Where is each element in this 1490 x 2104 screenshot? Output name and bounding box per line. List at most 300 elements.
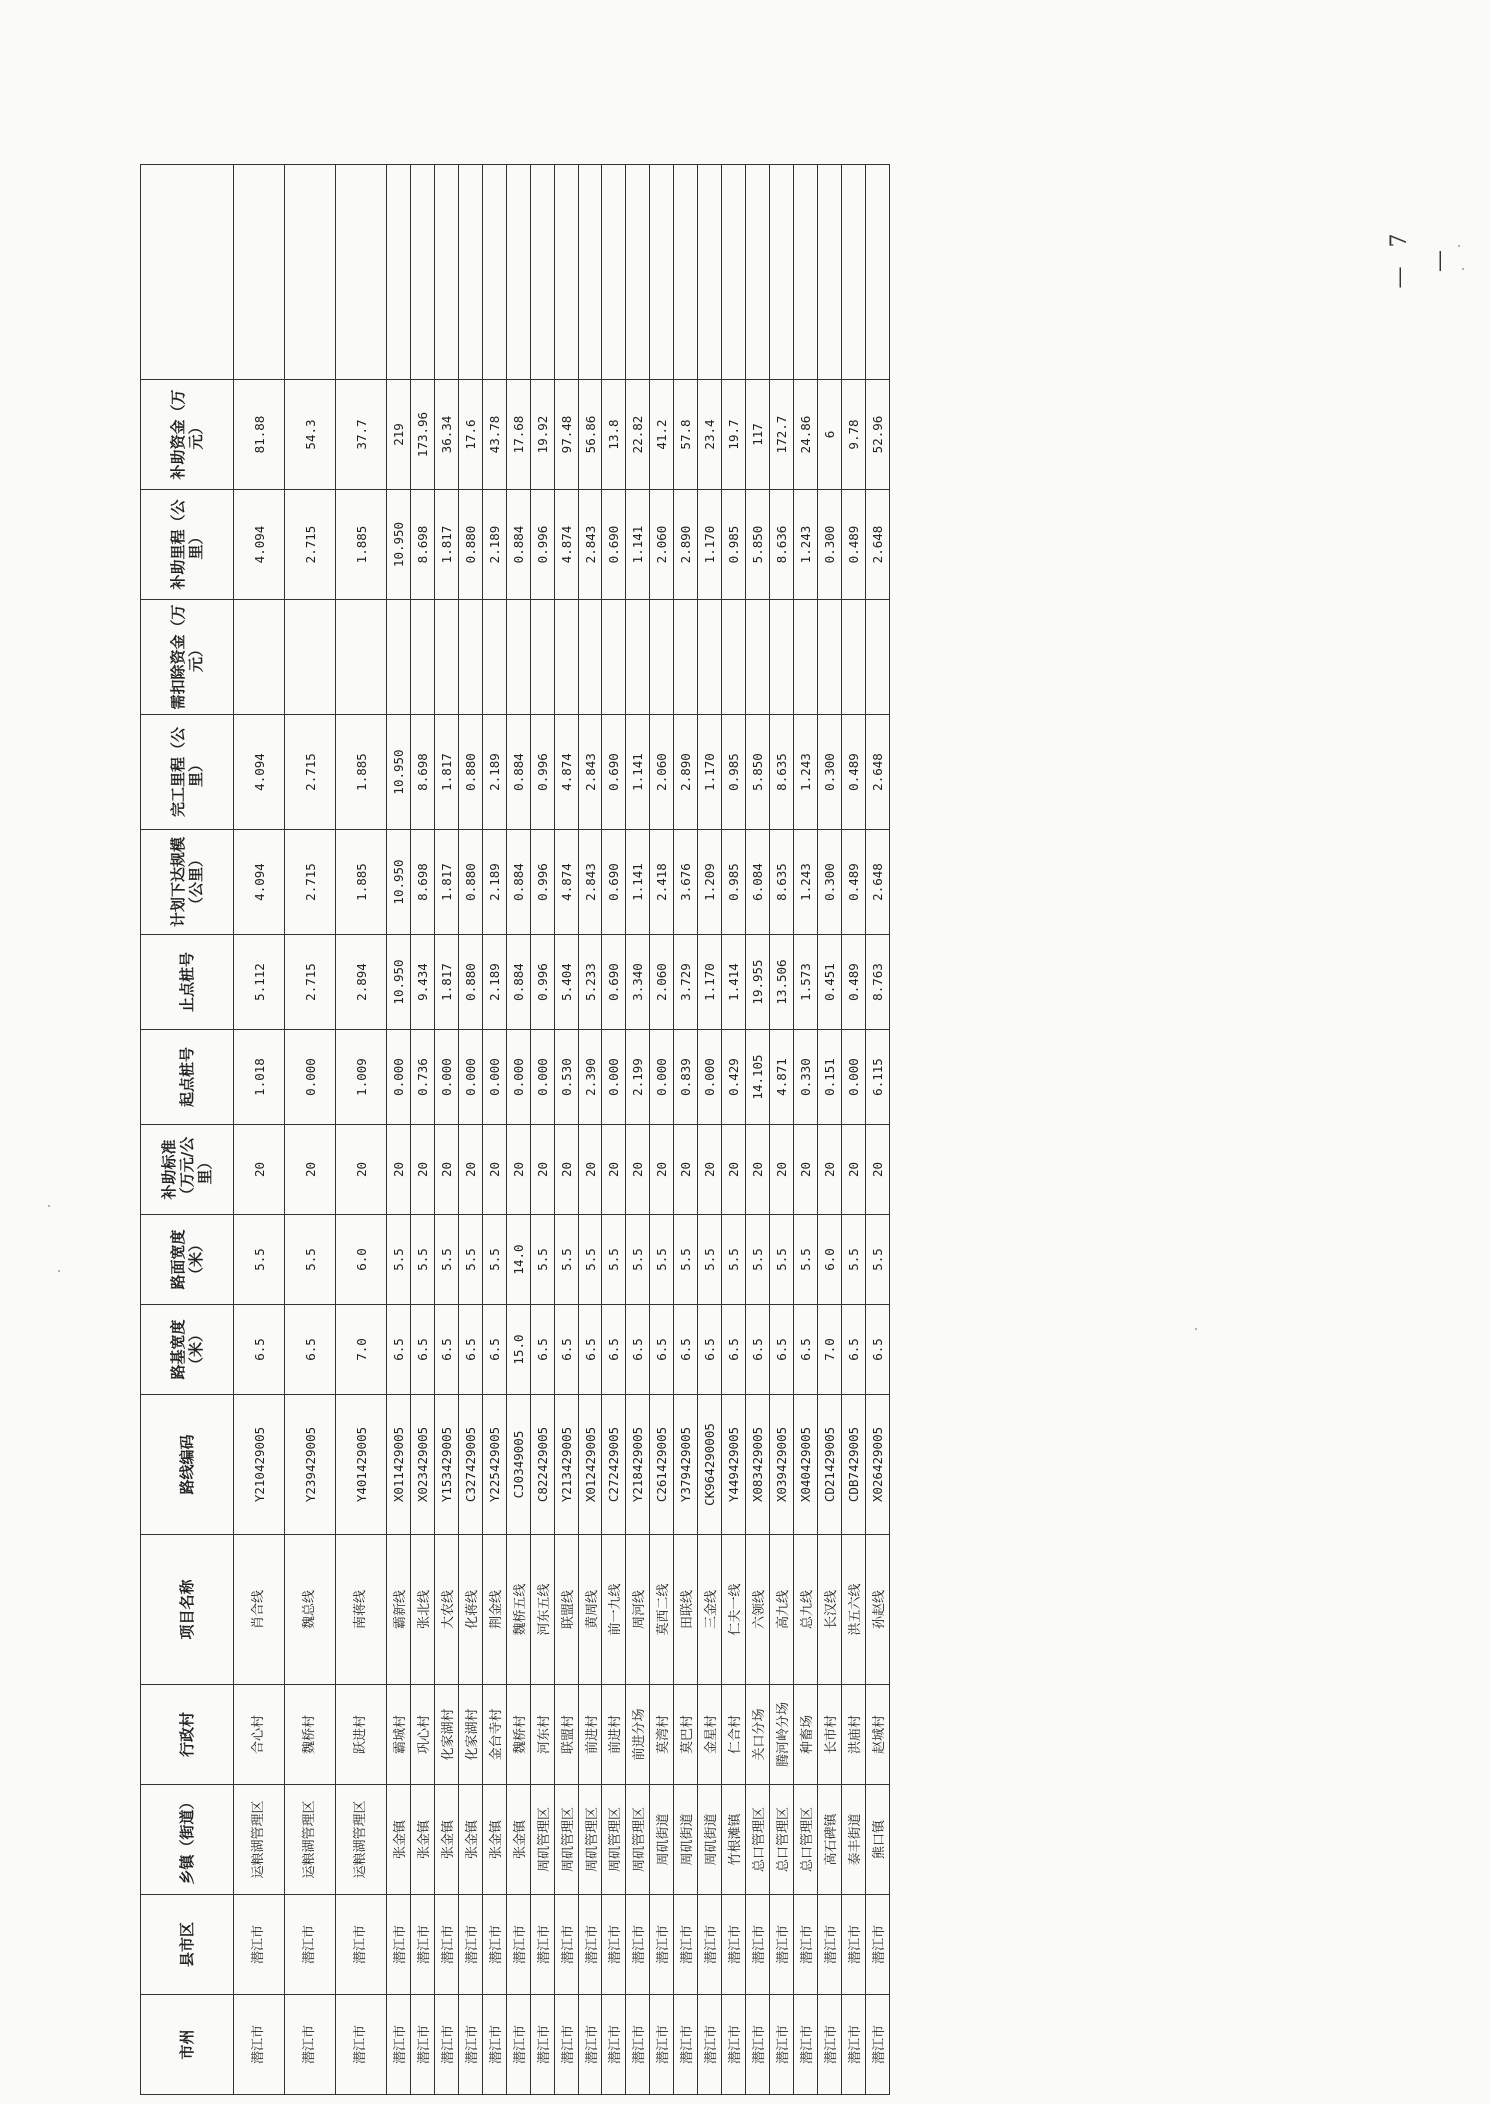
table-cell: 荆金线 — [482, 1535, 506, 1685]
table-cell — [817, 165, 841, 380]
table-cell: 10.950 — [387, 715, 411, 830]
table-cell: 竹根滩镇 — [722, 1785, 746, 1895]
table-cell: 张金镇 — [387, 1785, 411, 1895]
table-cell — [817, 600, 841, 715]
table-cell: 运粮湖管理区 — [336, 1785, 387, 1895]
table-cell: 潜江市 — [674, 1895, 698, 1995]
table-cell: 20 — [506, 1125, 530, 1215]
table-cell: 6.5 — [602, 1305, 626, 1395]
table-row — [410, 165, 434, 2095]
table-cell: 5.5 — [698, 1215, 722, 1305]
table-cell: 运粮湖管理区 — [234, 1785, 285, 1895]
table-cell: Y153429005 — [434, 1395, 458, 1535]
table-cell: 2.890 — [674, 715, 698, 830]
table-cell: 潜江市 — [602, 1995, 626, 2095]
column-header: 项目名称 — [141, 1535, 234, 1685]
table-cell: 1.243 — [793, 830, 817, 935]
table-cell: CDB7429005 — [841, 1395, 865, 1535]
column-header: 起点桩号 — [141, 1030, 234, 1125]
table-cell: 22.82 — [626, 380, 650, 490]
table-cell: 20 — [770, 1125, 794, 1215]
table-cell — [746, 165, 770, 380]
table-cell: 4.874 — [554, 490, 578, 600]
table-cell: 5.5 — [722, 1215, 746, 1305]
table-cell — [602, 600, 626, 715]
table-row — [770, 165, 794, 2095]
table-cell: 5.5 — [746, 1215, 770, 1305]
table-cell — [285, 600, 336, 715]
table-cell — [234, 165, 285, 380]
table-cell: 20 — [817, 1125, 841, 1215]
table-cell: 莫湾村 — [650, 1685, 674, 1785]
table-cell: 2.189 — [482, 830, 506, 935]
table-cell: 潜江市 — [434, 1895, 458, 1995]
table-row — [817, 165, 841, 2095]
table-cell: 0.000 — [285, 1030, 336, 1125]
column-header: 补助标准（万元/公里） — [141, 1125, 234, 1215]
table-cell: 20 — [285, 1125, 336, 1215]
table-cell: 20 — [530, 1125, 554, 1215]
table-cell: Y449429005 — [722, 1395, 746, 1535]
table-cell — [554, 600, 578, 715]
table-cell: 20 — [602, 1125, 626, 1215]
table-cell — [746, 600, 770, 715]
table-cell: 6.5 — [865, 1305, 889, 1395]
table-cell: 周矶管理区 — [554, 1785, 578, 1895]
table-cell: 5.5 — [410, 1215, 434, 1305]
table-cell: 2.189 — [482, 935, 506, 1030]
table-cell — [387, 600, 411, 715]
table-cell: 合心村 — [234, 1685, 285, 1785]
table-cell: 52.96 — [865, 380, 889, 490]
table-cell: 化蒋线 — [458, 1535, 482, 1685]
table-cell: 10.950 — [387, 830, 411, 935]
table-row — [602, 165, 626, 2095]
table-cell: 2.199 — [626, 1030, 650, 1125]
table-cell: 2.890 — [674, 490, 698, 600]
table-cell: 0.690 — [602, 935, 626, 1030]
table-cell: 4.871 — [770, 1030, 794, 1125]
table-cell — [554, 165, 578, 380]
table-cell: 张金镇 — [434, 1785, 458, 1895]
table-cell: 6.5 — [722, 1305, 746, 1395]
table-cell: 潜江市 — [674, 1995, 698, 2095]
table-cell — [793, 165, 817, 380]
table-cell: 15.0 — [506, 1305, 530, 1395]
table-cell — [506, 165, 530, 380]
table-cell: 1.141 — [626, 490, 650, 600]
table-cell: 6.5 — [554, 1305, 578, 1395]
table-cell: 魏桥五线 — [506, 1535, 530, 1685]
column-header: 完工里程（公里） — [141, 715, 234, 830]
table-cell: Y401429005 — [336, 1395, 387, 1535]
table-cell: 6.5 — [746, 1305, 770, 1395]
table-row — [285, 165, 336, 2095]
table-cell: 总九线 — [793, 1535, 817, 1685]
table-cell: 20 — [410, 1125, 434, 1215]
table-cell — [387, 165, 411, 380]
table-cell — [841, 165, 865, 380]
table-cell: 2.648 — [865, 830, 889, 935]
table-cell: 潜江市 — [387, 1895, 411, 1995]
table-cell: X012429005 — [578, 1395, 602, 1535]
table-cell: 6.5 — [482, 1305, 506, 1395]
table-cell: 1.170 — [698, 935, 722, 1030]
table-cell: 1.009 — [336, 1030, 387, 1125]
table-cell — [770, 600, 794, 715]
table-cell — [770, 165, 794, 380]
table-cell: CJ0349005 — [506, 1395, 530, 1535]
column-header: 市州 — [141, 1995, 234, 2095]
table-cell: 1.885 — [336, 490, 387, 600]
table-cell: 6.084 — [746, 830, 770, 935]
table-cell: 0.884 — [506, 935, 530, 1030]
table-cell — [530, 600, 554, 715]
table-cell: 长汉线 — [817, 1535, 841, 1685]
table-cell: 3.340 — [626, 935, 650, 1030]
table-cell: 17.6 — [458, 380, 482, 490]
table-cell: 20 — [336, 1125, 387, 1215]
table-cell: 巩心村 — [410, 1685, 434, 1785]
table-cell: 1.018 — [234, 1030, 285, 1125]
table-cell — [722, 600, 746, 715]
table-cell: 13.506 — [770, 935, 794, 1030]
table-cell: 莫西二线 — [650, 1535, 674, 1685]
table-cell: 20 — [554, 1125, 578, 1215]
table-cell: 潜江市 — [336, 1995, 387, 2095]
table-cell: 6.115 — [865, 1030, 889, 1125]
table-cell: 潜江市 — [506, 1995, 530, 2095]
table-cell: 8.763 — [865, 935, 889, 1030]
table-cell: 5.5 — [602, 1215, 626, 1305]
table-cell: 前进村 — [578, 1685, 602, 1785]
table-cell: 1.170 — [698, 490, 722, 600]
table-cell: 潜江市 — [722, 1895, 746, 1995]
table-cell: Y213429005 — [554, 1395, 578, 1535]
table-cell: 2.843 — [578, 490, 602, 600]
table-cell: 0.300 — [817, 490, 841, 600]
table-cell: 河东五线 — [530, 1535, 554, 1685]
table-cell: 20 — [841, 1125, 865, 1215]
table-cell — [578, 165, 602, 380]
page-number: — 7 — — [1387, 227, 1452, 289]
table-cell: 潜江市 — [234, 1995, 285, 2095]
table-cell: 联盟线 — [554, 1535, 578, 1685]
table-cell: 1.817 — [434, 935, 458, 1030]
table-cell: CD21429005 — [817, 1395, 841, 1535]
table-cell — [578, 600, 602, 715]
table-row — [530, 165, 554, 2095]
table-cell: X026429005 — [865, 1395, 889, 1535]
table-cell: 潜江市 — [793, 1895, 817, 1995]
table-cell: 5.5 — [626, 1215, 650, 1305]
table-cell: 2.648 — [865, 490, 889, 600]
table-cell: 2.060 — [650, 935, 674, 1030]
table-row — [626, 165, 650, 2095]
table-cell: 5.5 — [482, 1215, 506, 1305]
table-cell: 金星村 — [698, 1685, 722, 1785]
table-cell: 6.5 — [650, 1305, 674, 1395]
table-cell — [285, 165, 336, 380]
table-cell — [234, 600, 285, 715]
column-header: 行政村 — [141, 1685, 234, 1785]
table-cell: 0.000 — [482, 1030, 506, 1125]
table-cell: 潜江市 — [578, 1895, 602, 1995]
table-cell: 潜江市 — [817, 1895, 841, 1995]
table-cell: 洪五六线 — [841, 1535, 865, 1685]
table-cell — [698, 165, 722, 380]
table-cell: 潜江市 — [746, 1995, 770, 2095]
table-cell: 20 — [458, 1125, 482, 1215]
table-cell: 六领线 — [746, 1535, 770, 1685]
table-cell: 潜江市 — [698, 1995, 722, 2095]
table-cell: 潜江市 — [506, 1895, 530, 1995]
table-cell: 0.690 — [602, 830, 626, 935]
table-cell: 总口管理区 — [770, 1785, 794, 1895]
table-cell: X011429005 — [387, 1395, 411, 1535]
table-cell: 张北线 — [410, 1535, 434, 1685]
table-cell: 2.060 — [650, 715, 674, 830]
table-cell: 37.7 — [336, 380, 387, 490]
table-cell: 关口分场 — [746, 1685, 770, 1785]
table-cell: 化家湖村 — [458, 1685, 482, 1785]
table-cell: 3.676 — [674, 830, 698, 935]
table-cell: 8.636 — [770, 490, 794, 600]
table-cell: 6.5 — [285, 1305, 336, 1395]
table-cell — [674, 165, 698, 380]
table-cell: 仁夫一线 — [722, 1535, 746, 1685]
table-cell: C327429005 — [458, 1395, 482, 1535]
table-cell: 14.105 — [746, 1030, 770, 1125]
table-cell: C822429005 — [530, 1395, 554, 1535]
table-cell: 36.34 — [434, 380, 458, 490]
table-row — [554, 165, 578, 2095]
table-cell: 周矶街道 — [650, 1785, 674, 1895]
table-cell: 0.330 — [793, 1030, 817, 1125]
table-cell: 三金线 — [698, 1535, 722, 1685]
table-cell: 周矶管理区 — [530, 1785, 554, 1895]
table-cell: 20 — [234, 1125, 285, 1215]
table-cell: 19.92 — [530, 380, 554, 490]
table-cell: 24.86 — [793, 380, 817, 490]
table-cell: 潜江市 — [650, 1995, 674, 2095]
table-cell: 0.985 — [722, 490, 746, 600]
table-cell: 泰丰街道 — [841, 1785, 865, 1895]
table-cell: 5.5 — [841, 1215, 865, 1305]
table-cell: 8.635 — [770, 830, 794, 935]
table-cell: 5.5 — [234, 1215, 285, 1305]
table-cell: 2.189 — [482, 490, 506, 600]
table-cell: 7.0 — [336, 1305, 387, 1395]
table-cell: 0.000 — [841, 1030, 865, 1125]
table-cell: 8.635 — [770, 715, 794, 830]
table-cell: 总口管理区 — [746, 1785, 770, 1895]
table-cell: 20 — [434, 1125, 458, 1215]
table-cell: 霸城村 — [387, 1685, 411, 1785]
table-cell — [650, 165, 674, 380]
table-cell: 1.141 — [626, 830, 650, 935]
table-cell: 5.850 — [746, 490, 770, 600]
table-cell: 赵城村 — [865, 1685, 889, 1785]
table-cell: 5.5 — [865, 1215, 889, 1305]
table-cell: 0.884 — [506, 715, 530, 830]
table-cell: 19.7 — [722, 380, 746, 490]
table-cell: 潜江市 — [626, 1995, 650, 2095]
table-cell — [482, 600, 506, 715]
table-cell: X023429005 — [410, 1395, 434, 1535]
table-cell: 0.880 — [458, 715, 482, 830]
table-cell: 潜江市 — [746, 1895, 770, 1995]
table-cell: 5.404 — [554, 935, 578, 1030]
table-cell: 9.434 — [410, 935, 434, 1030]
table-cell: 0.300 — [817, 715, 841, 830]
scan-speck — [1458, 245, 1460, 247]
column-header — [141, 165, 234, 380]
table-cell: 4.094 — [234, 715, 285, 830]
table-cell — [506, 600, 530, 715]
table-cell: 潜江市 — [650, 1895, 674, 1995]
table-cell: 前进村 — [602, 1685, 626, 1785]
table-row — [506, 165, 530, 2095]
table-cell: 种畜场 — [793, 1685, 817, 1785]
table-cell: 1.573 — [793, 935, 817, 1030]
table-cell: 0.489 — [841, 715, 865, 830]
table-cell: 0.000 — [530, 1030, 554, 1125]
table-cell: 1.141 — [626, 715, 650, 830]
table-cell: 7.0 — [817, 1305, 841, 1395]
rotated-table-wrapper — [140, 165, 890, 2095]
table-cell: 潜江市 — [698, 1895, 722, 1995]
table-cell: 周矶街道 — [674, 1785, 698, 1895]
table-row — [674, 165, 698, 2095]
table-cell — [336, 600, 387, 715]
table-cell: 0.884 — [506, 490, 530, 600]
table-row — [865, 165, 889, 2095]
table-cell: 1.885 — [336, 715, 387, 830]
table-cell: 0.489 — [841, 830, 865, 935]
table-row — [722, 165, 746, 2095]
table-cell: 4.094 — [234, 490, 285, 600]
table-cell: 8.698 — [410, 715, 434, 830]
table-cell: 潜江市 — [626, 1895, 650, 1995]
table-cell: 117 — [746, 380, 770, 490]
table-cell: 前一九线 — [602, 1535, 626, 1685]
table-cell: 20 — [578, 1125, 602, 1215]
table-cell: 6.5 — [626, 1305, 650, 1395]
table-cell: 0.985 — [722, 715, 746, 830]
table-cell: 潜江市 — [458, 1995, 482, 2095]
table-cell — [865, 600, 889, 715]
table-cell: 高九线 — [770, 1535, 794, 1685]
table-cell: 5.5 — [530, 1215, 554, 1305]
table-cell: Y210429005 — [234, 1395, 285, 1535]
table-cell: 周矶管理区 — [602, 1785, 626, 1895]
table-cell: 0.690 — [602, 490, 626, 600]
table-cell: 0.300 — [817, 830, 841, 935]
table-cell: Y225429005 — [482, 1395, 506, 1535]
table-cell: 2.843 — [578, 715, 602, 830]
table-cell: 仁合村 — [722, 1685, 746, 1785]
table-cell: 2.715 — [285, 715, 336, 830]
table-cell: 6.5 — [410, 1305, 434, 1395]
table-cell: 6.0 — [817, 1215, 841, 1305]
table-cell: 20 — [746, 1125, 770, 1215]
table-cell: 洪庙村 — [841, 1685, 865, 1785]
table-cell: 8.698 — [410, 830, 434, 935]
table-cell: 黄周线 — [578, 1535, 602, 1685]
table-cell: C261429005 — [650, 1395, 674, 1535]
table-cell: 2.894 — [336, 935, 387, 1030]
table-cell: 6.5 — [578, 1305, 602, 1395]
table-cell: 5.5 — [674, 1215, 698, 1305]
table-cell: 9.78 — [841, 380, 865, 490]
table-cell: 41.2 — [650, 380, 674, 490]
table-cell: 潜江市 — [530, 1995, 554, 2095]
table-cell: 魏总线 — [285, 1535, 336, 1685]
table-cell: 20 — [865, 1125, 889, 1215]
table-cell: 0.000 — [650, 1030, 674, 1125]
table-cell: 张金镇 — [410, 1785, 434, 1895]
table-cell: 14.0 — [506, 1215, 530, 1305]
table-cell: 20 — [722, 1125, 746, 1215]
table-cell: 81.88 — [234, 380, 285, 490]
table-cell: 10.950 — [387, 935, 411, 1030]
table-cell: 潜江市 — [865, 1995, 889, 2095]
table-cell: 0.884 — [506, 830, 530, 935]
table-cell: 潜江市 — [602, 1895, 626, 1995]
table-cell: 田联线 — [674, 1535, 698, 1685]
table-cell: 南蒋线 — [336, 1535, 387, 1685]
table-cell: 219 — [387, 380, 411, 490]
table-cell: 5.5 — [554, 1215, 578, 1305]
table-cell: 20 — [482, 1125, 506, 1215]
table-cell — [626, 165, 650, 380]
table-cell: 4.094 — [234, 830, 285, 935]
table-cell: 5.5 — [285, 1215, 336, 1305]
table-cell: 6.5 — [793, 1305, 817, 1395]
table-cell: 运粮湖管理区 — [285, 1785, 336, 1895]
table-cell — [458, 165, 482, 380]
table-cell — [434, 165, 458, 380]
table-cell: 54.3 — [285, 380, 336, 490]
table-cell: 潜江市 — [482, 1895, 506, 1995]
table-cell: 张金镇 — [458, 1785, 482, 1895]
table-cell: 2.715 — [285, 490, 336, 600]
table-row — [434, 165, 458, 2095]
table-cell: 5.5 — [578, 1215, 602, 1305]
column-header: 补助资金（万元） — [141, 380, 234, 490]
table-cell: Y379429005 — [674, 1395, 698, 1535]
table-cell: 20 — [650, 1125, 674, 1215]
table-cell: 0.000 — [506, 1030, 530, 1125]
table-cell: 10.950 — [387, 490, 411, 600]
table-cell: 1.885 — [336, 830, 387, 935]
table-cell: 潜江市 — [285, 1895, 336, 1995]
table-cell: 0.530 — [554, 1030, 578, 1125]
table-cell — [434, 600, 458, 715]
table-cell: 0.151 — [817, 1030, 841, 1125]
table-cell: 周矶管理区 — [626, 1785, 650, 1895]
table-cell: 潜江市 — [387, 1995, 411, 2095]
table-cell: 20 — [674, 1125, 698, 1215]
table-cell — [793, 600, 817, 715]
table-cell: 张金镇 — [482, 1785, 506, 1895]
scan-speck — [1195, 1328, 1197, 1330]
table-cell: 0.000 — [458, 1030, 482, 1125]
table-cell: 潜江市 — [482, 1995, 506, 2095]
table-cell: 2.843 — [578, 830, 602, 935]
table-cell: 潜江市 — [410, 1995, 434, 2095]
